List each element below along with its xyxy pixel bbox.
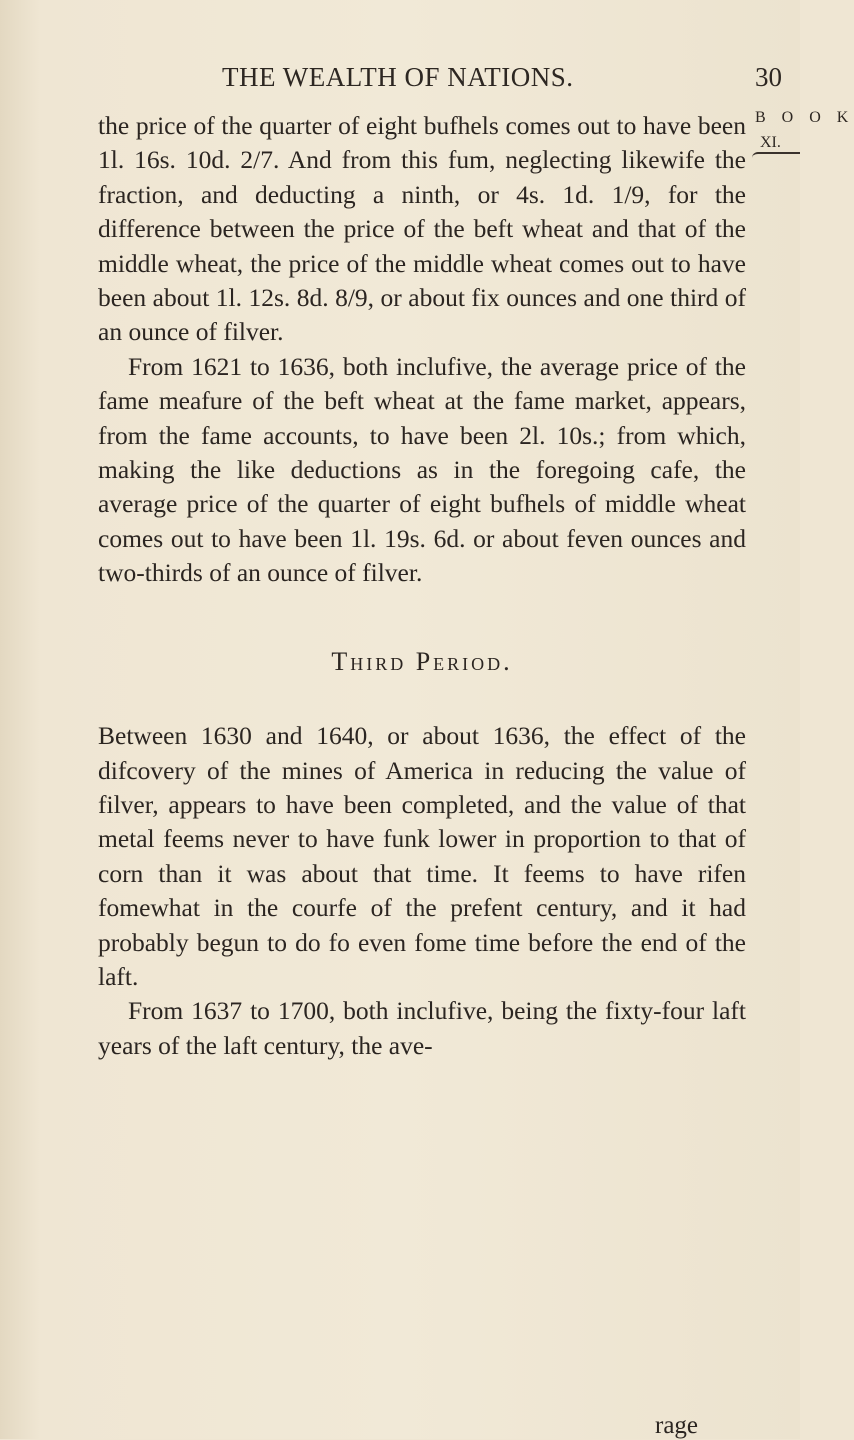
running-title: THE WEALTH OF NATIONS. [222,62,574,92]
margin-brace [752,152,800,164]
section-title: Third Period. [331,646,513,676]
body-text [98,109,746,1063]
catchword: rage [655,1412,699,1439]
margin-chapter-label: XI. [760,134,781,151]
paragraph-3: Between 1630 and 1640, or about 1636, the effect of the difcovery of the mines of America in reducing the value of filver, appears to have been completed, and the value of that metal feems never to have funk lower in proportion to that of corn than it was about that time. It feems to have rifen fomewhat in the courfe of the prefent century, and it had probably begun to do fo even fome time before the end of the laft. [98,721,746,991]
paragraph-2: From 1621 to 1636, both inclufive, the average price of the fame meafure of the beft wheat at the fame market, appears, from the fame accounts, to have been 2l. 10s.; from which, making the like deductions as in the foregoing cafe, the average price of the quarter of eight bufhels of middle wheat comes out to have been 1l. 19s. 6d. or about feven ounces and two-thirds of an ounce of filver. [98,351,746,588]
paragraph-4: From 1637 to 1700, both inclufive, being the fixty-four laft years of the laft century, the ave- [98,996,746,1060]
margin-book-label: B O O K [755,109,854,126]
page-number: 30 [755,62,782,92]
paragraph-1: the price of the quarter of eight bufhels comes out to have been 1l. 16s. 10d. 2/7. And from this fum, neglecting likewife the fraction, and deducting a ninth, or 4s. 1d. 1/9, for the difference between the price of the beft wheat and that of the middle wheat, the price of the middle wheat comes out to have been about 1l. 12s. 8d. 8/9, or about fix ounces and one third of an ounce of filver. [98,111,746,347]
